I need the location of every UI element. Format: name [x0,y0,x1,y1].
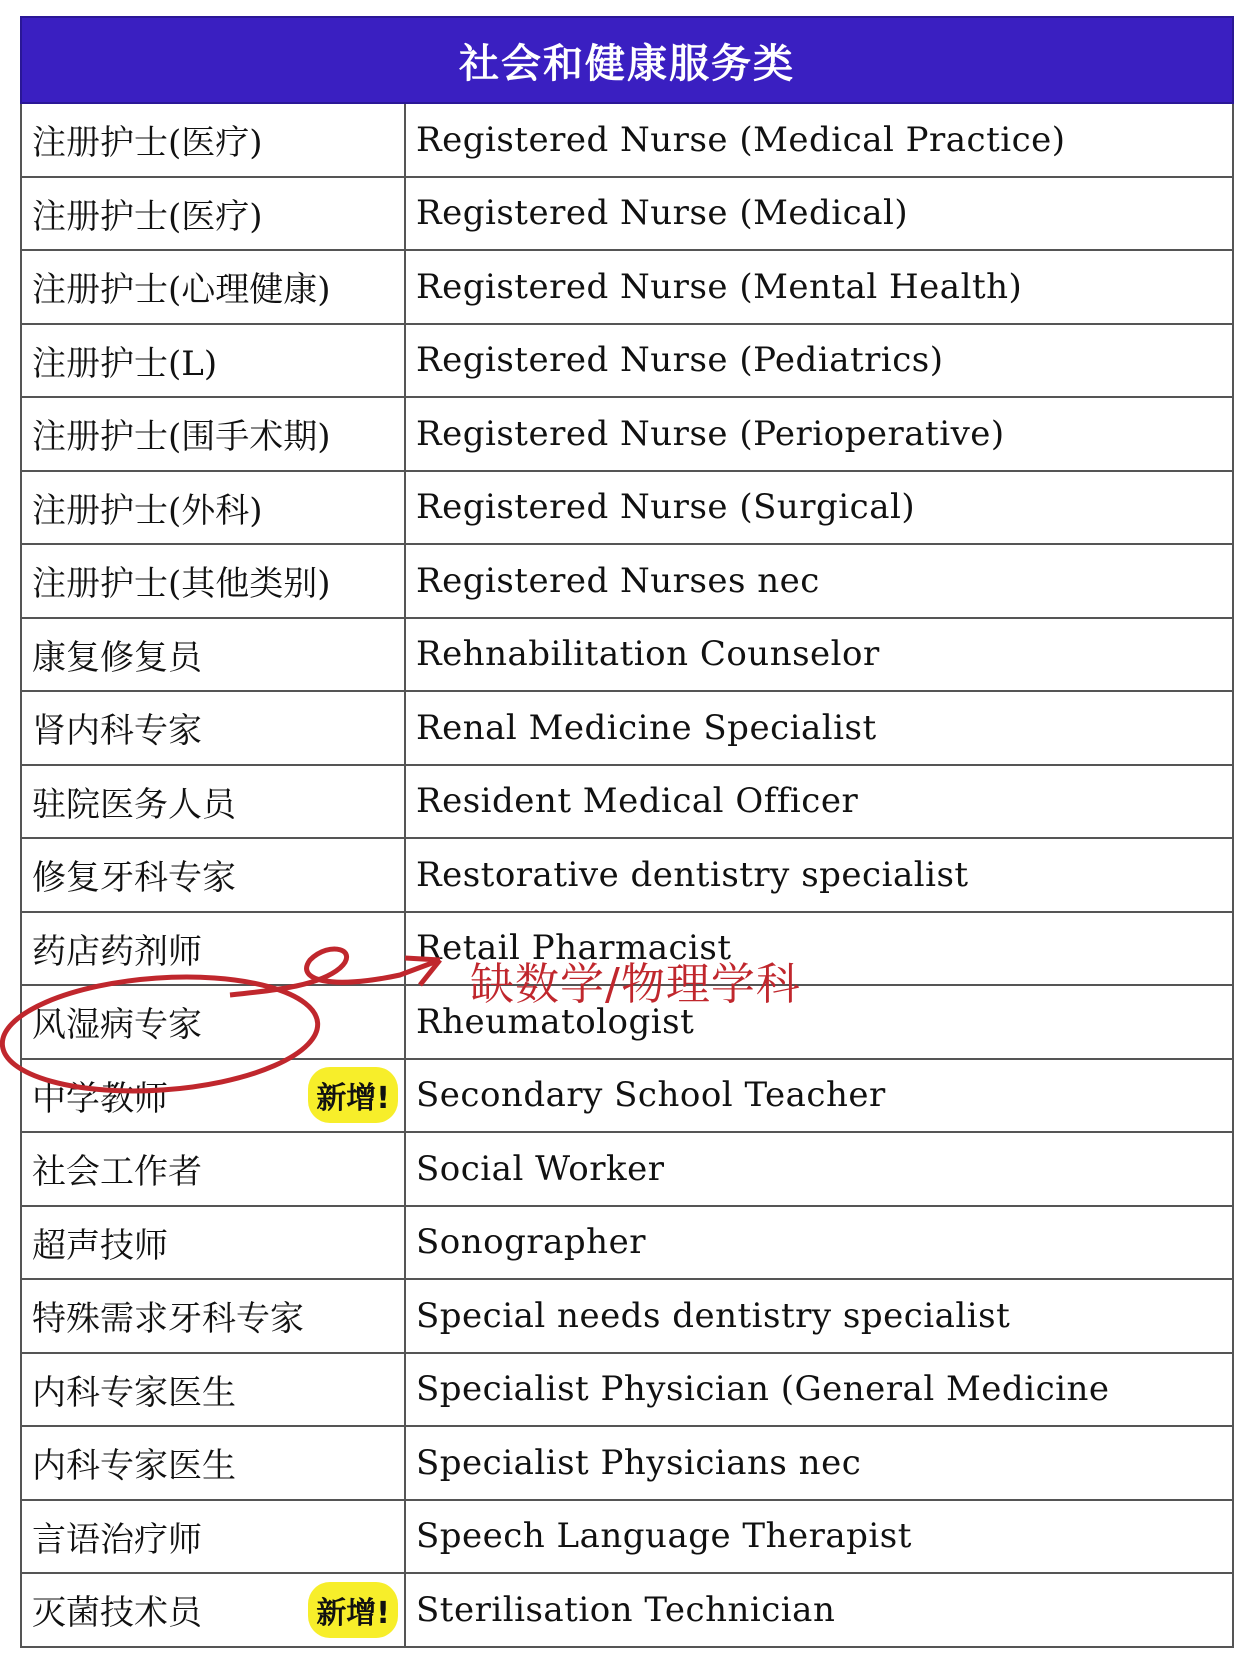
occupation-cn-label: 药店药剂师 [32,931,202,972]
occupation-en: Specialist Physician (General Medicine [416,1369,1110,1410]
occupation-cn [22,178,406,250]
missing-subjects-note: 缺数学/物理学科 [470,959,801,1010]
occupation-cn [22,766,406,838]
table-row [22,325,1232,399]
occupation-cn [22,545,406,617]
table-row [22,545,1232,619]
table-row [22,1501,1232,1575]
table-row [22,1574,1232,1648]
new-badge: 新增! [308,1067,398,1123]
occupation-en: Sterilisation Technician [416,1589,836,1630]
occupation-cn-label: 中学教师 [32,1078,168,1119]
occupation-en: Registered Nurse (Mental Health) [416,266,1023,307]
occupation-en: Special needs dentistry specialist [416,1295,1011,1336]
occupation-cn [22,1574,406,1646]
occupation-en: Speech Language Therapist [416,1516,912,1557]
occupation-cn-label: 注册护士(医疗) [32,196,263,237]
occupation-cn [22,1133,406,1205]
occupation-table [20,16,1234,1648]
occupation-cn-label: 注册护士(其他类别) [32,564,331,605]
occupation-en: Secondary School Teacher [416,1075,886,1116]
occupation-en: Registered Nurse (Medical) [416,193,909,234]
occupation-cn-label: 社会工作者 [32,1152,202,1193]
table-row [22,1280,1232,1354]
occupation-cn [22,325,406,397]
occupation-cn-label: 超声技师 [32,1225,168,1266]
table-row [22,104,1232,178]
table-row [22,1207,1232,1281]
occupation-cn [22,1501,406,1573]
occupation-en: Social Worker [416,1148,665,1189]
table-row [22,839,1232,913]
occupation-cn [22,1207,406,1279]
occupation-cn [22,1280,406,1352]
occupation-en: Registered Nurses nec [416,560,820,601]
occupation-en: Registered Nurse (Surgical) [416,487,916,528]
occupation-cn-label: 内科专家医生 [32,1372,236,1413]
occupation-cn [22,398,406,470]
occupation-en: Retail Pharmacist [416,928,732,969]
occupation-en: Specialist Physicians nec [416,1442,862,1483]
occupation-cn-label: 注册护士(围手术期) [32,417,331,458]
occupation-cn-label: 驻院医务人员 [32,784,236,825]
occupation-cn-label: 注册护士(心理健康) [32,270,331,311]
table-header [20,16,1234,104]
occupation-cn-label: 言语治疗师 [32,1519,202,1560]
occupation-cn-label: 灭菌技术员 [32,1593,202,1634]
occupation-cn-label: 注册护士(医疗) [32,123,263,164]
table-row [22,251,1232,325]
occupation-cn [22,913,406,985]
table-row [22,472,1232,546]
table-row [22,1133,1232,1207]
occupation-cn [22,839,406,911]
table-title: 社会和健康服务类 [459,39,795,87]
occupation-en: Resident Medical Officer [416,781,859,822]
new-badge: 新增! [308,1582,398,1638]
occupation-en: Registered Nurse (Perioperative) [416,413,1005,454]
occupation-cn [22,472,406,544]
occupation-cn-label: 内科专家医生 [32,1446,236,1487]
occupation-cn-label: 修复牙科专家 [32,858,236,899]
occupation-en: Sonographer [416,1222,646,1263]
occupation-cn [22,619,406,691]
occupation-cn [22,104,406,176]
occupation-cn [22,251,406,323]
occupation-cn-label: 康复修复员 [32,637,202,678]
table-row [22,986,1232,1060]
table-body [20,104,1234,1648]
table-row [22,692,1232,766]
occupation-cn-label: 注册护士(外科) [32,490,263,531]
occupation-en: Rehnabilitation Counselor [416,634,880,675]
table-row [22,766,1232,840]
table-row [22,619,1232,693]
occupation-en: Registered Nurse (Medical Practice) [416,119,1066,160]
occupation-cn [22,1427,406,1499]
occupation-cn [22,1060,406,1132]
table-row [22,913,1232,987]
occupation-en: Restorative dentistry specialist [416,854,969,895]
occupation-cn-label: 注册护士(L) [32,343,218,384]
table-row [22,178,1232,252]
occupation-cn-label: 肾内科专家 [32,711,202,752]
occupation-cn [22,986,406,1058]
occupation-cn [22,1354,406,1426]
occupation-en: Registered Nurse (Pediatrics) [416,340,944,381]
table-row [22,1427,1232,1501]
table-row [22,1060,1232,1134]
occupation-en: Rheumatologist [416,1001,695,1042]
occupation-cn [22,692,406,764]
occupation-cn-label: 特殊需求牙科专家 [32,1299,304,1340]
occupation-cn-label: 风湿病专家 [32,1005,202,1046]
occupation-en: Renal Medicine Specialist [416,707,877,748]
table-row [22,398,1232,472]
table-row [22,1354,1232,1428]
